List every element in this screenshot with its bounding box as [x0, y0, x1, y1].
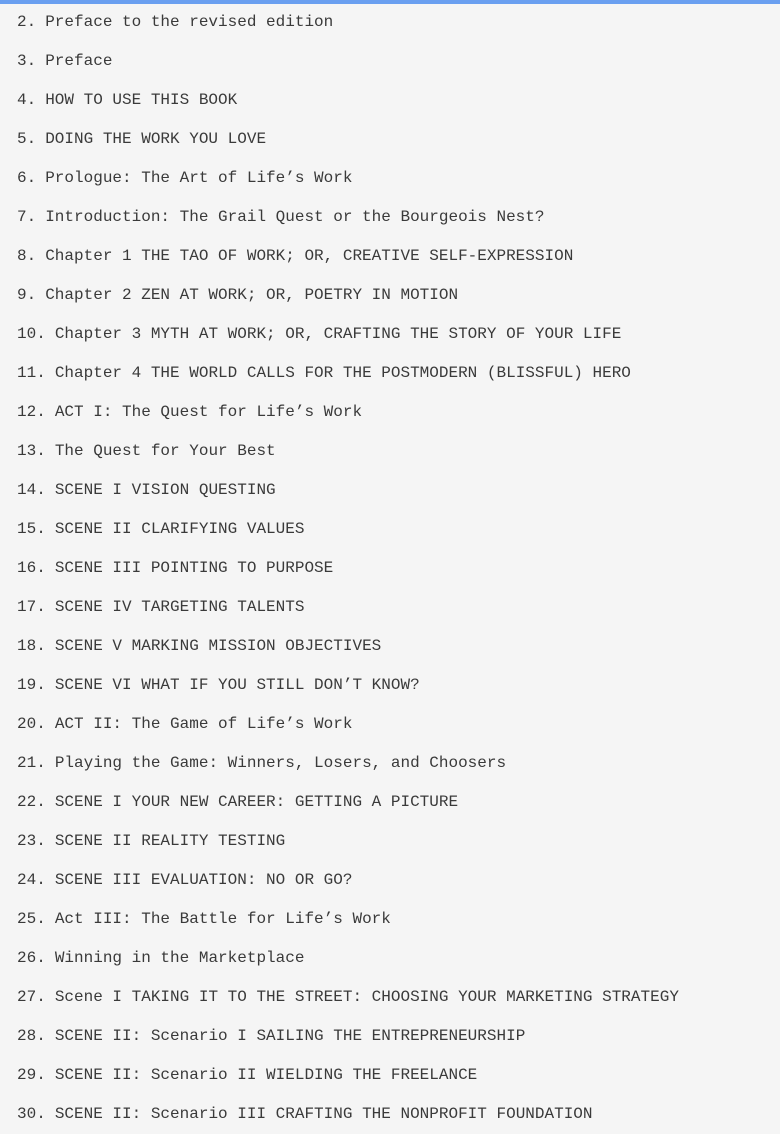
toc-item-number: 7.	[17, 208, 37, 226]
toc-item-number: 21.	[17, 754, 46, 772]
toc-item-number: 30.	[17, 1105, 46, 1123]
toc-item-number: 16.	[17, 559, 46, 577]
toc-item-number: 24.	[17, 871, 46, 889]
toc-item[interactable]	[17, 783, 679, 822]
toc-item-title[interactable]: Preface to the revised edition	[45, 13, 334, 31]
toc-item[interactable]	[17, 315, 679, 354]
toc-item[interactable]	[17, 744, 679, 783]
toc-item[interactable]	[17, 861, 679, 900]
toc-item-title[interactable]: Winning in the Marketplace	[54, 949, 305, 967]
toc-item-title[interactable]: SCENE II: Scenario I SAILING THE ENTREPRENEURSHIP	[54, 1027, 526, 1045]
toc-item-number: 27.	[17, 988, 46, 1006]
toc-item[interactable]	[17, 3, 679, 42]
toc-item[interactable]	[17, 120, 679, 159]
toc-item-number: 10.	[17, 325, 46, 343]
toc-item-title[interactable]: SCENE II: Scenario II WIELDING THE FREELANCE	[54, 1066, 478, 1084]
toc-item-number: 2.	[17, 13, 37, 31]
toc-item-number: 8.	[17, 247, 37, 265]
toc-item[interactable]	[17, 354, 679, 393]
toc-item[interactable]	[17, 549, 679, 588]
toc-item-number: 22.	[17, 793, 46, 811]
toc-item-title[interactable]: SCENE II REALITY TESTING	[54, 832, 286, 850]
toc-item-title[interactable]: Playing the Game: Winners, Losers, and Choosers	[54, 754, 507, 772]
toc-item[interactable]	[17, 159, 679, 198]
toc-item[interactable]	[17, 666, 679, 705]
toc-item-title[interactable]: Preface	[45, 52, 113, 70]
toc-item[interactable]	[17, 822, 679, 861]
toc-item-number: 13.	[17, 442, 46, 460]
toc-item[interactable]	[17, 627, 679, 666]
toc-item-number: 15.	[17, 520, 46, 538]
toc-item[interactable]	[17, 1095, 679, 1134]
toc-item[interactable]	[17, 900, 679, 939]
toc-item-number: 25.	[17, 910, 46, 928]
toc-item[interactable]	[17, 588, 679, 627]
toc-item-number: 11.	[17, 364, 46, 382]
toc-item-title[interactable]: Chapter 1 THE TAO OF WORK; OR, CREATIVE SELF-EXPRESSION	[45, 247, 574, 265]
toc-item-title[interactable]: Introduction: The Grail Quest or the Bourgeois Nest?	[45, 208, 545, 226]
toc-item[interactable]	[17, 939, 679, 978]
toc-item-number: 29.	[17, 1066, 46, 1084]
toc-item[interactable]	[17, 432, 679, 471]
toc-item-title[interactable]: HOW TO USE THIS BOOK	[45, 91, 238, 109]
toc-item-title[interactable]: SCENE I YOUR NEW CAREER: GETTING A PICTURE	[54, 793, 459, 811]
toc-item-title[interactable]: ACT I: The Quest for Life’s Work	[54, 403, 363, 421]
toc-item-number: 9.	[17, 286, 37, 304]
toc-item-title[interactable]: Chapter 2 ZEN AT WORK; OR, POETRY IN MOTION	[45, 286, 459, 304]
toc-item-number: 19.	[17, 676, 46, 694]
toc-item-title[interactable]: Chapter 4 THE WORLD CALLS FOR THE POSTMODERN (BLISSFUL) HERO	[54, 364, 631, 382]
toc-item-title[interactable]: SCENE V MARKING MISSION OBJECTIVES	[54, 637, 382, 655]
toc-item[interactable]	[17, 393, 679, 432]
toc-item-title[interactable]: Chapter 3 MYTH AT WORK; OR, CRAFTING THE STORY OF YOUR LIFE	[54, 325, 622, 343]
toc-item-number: 26.	[17, 949, 46, 967]
toc-item[interactable]	[17, 198, 679, 237]
toc-item[interactable]	[17, 276, 679, 315]
toc-item[interactable]	[17, 510, 679, 549]
toc-item[interactable]	[17, 237, 679, 276]
toc-item[interactable]	[17, 705, 679, 744]
toc-item-number: 5.	[17, 130, 37, 148]
toc-item[interactable]	[17, 1017, 679, 1056]
toc-item-title[interactable]: SCENE III EVALUATION: NO OR GO?	[54, 871, 353, 889]
toc-item[interactable]	[17, 42, 679, 81]
toc-item-number: 18.	[17, 637, 46, 655]
toc-item-number: 28.	[17, 1027, 46, 1045]
toc-item-title[interactable]: SCENE I VISION QUESTING	[54, 481, 276, 499]
toc-item-title[interactable]: Prologue: The Art of Life’s Work	[45, 169, 353, 187]
toc-item[interactable]	[17, 1056, 679, 1095]
toc-item[interactable]	[17, 471, 679, 510]
toc-item-title[interactable]: SCENE II CLARIFYING VALUES	[54, 520, 305, 538]
toc-item-number: 14.	[17, 481, 46, 499]
toc-item-title[interactable]: SCENE VI WHAT IF YOU STILL DON’T KNOW?	[54, 676, 420, 694]
toc-item-title[interactable]: SCENE II: Scenario III CRAFTING THE NONPROFIT FOUNDATION	[54, 1105, 593, 1123]
toc-item-title[interactable]: The Quest for Your Best	[54, 442, 276, 460]
toc-item[interactable]	[17, 81, 679, 120]
toc-item-title[interactable]: ACT II: The Game of Life’s Work	[54, 715, 353, 733]
toc-item-title[interactable]: DOING THE WORK YOU LOVE	[45, 130, 267, 148]
toc-item-title[interactable]: SCENE III POINTING TO PURPOSE	[54, 559, 334, 577]
table-of-contents	[17, 3, 679, 1134]
toc-item-number: 17.	[17, 598, 46, 616]
toc-item-title[interactable]: SCENE IV TARGETING TALENTS	[54, 598, 305, 616]
toc-item-number: 4.	[17, 91, 37, 109]
toc-item-title[interactable]: Scene I TAKING IT TO THE STREET: CHOOSING YOUR MARKETING STRATEGY	[54, 988, 679, 1006]
toc-item-number: 12.	[17, 403, 46, 421]
toc-item-title[interactable]: Act III: The Battle for Life’s Work	[54, 910, 391, 928]
toc-item-number: 20.	[17, 715, 46, 733]
toc-item-number: 6.	[17, 169, 37, 187]
toc-item[interactable]	[17, 978, 679, 1017]
toc-item-number: 23.	[17, 832, 46, 850]
toc-item-number: 3.	[17, 52, 37, 70]
